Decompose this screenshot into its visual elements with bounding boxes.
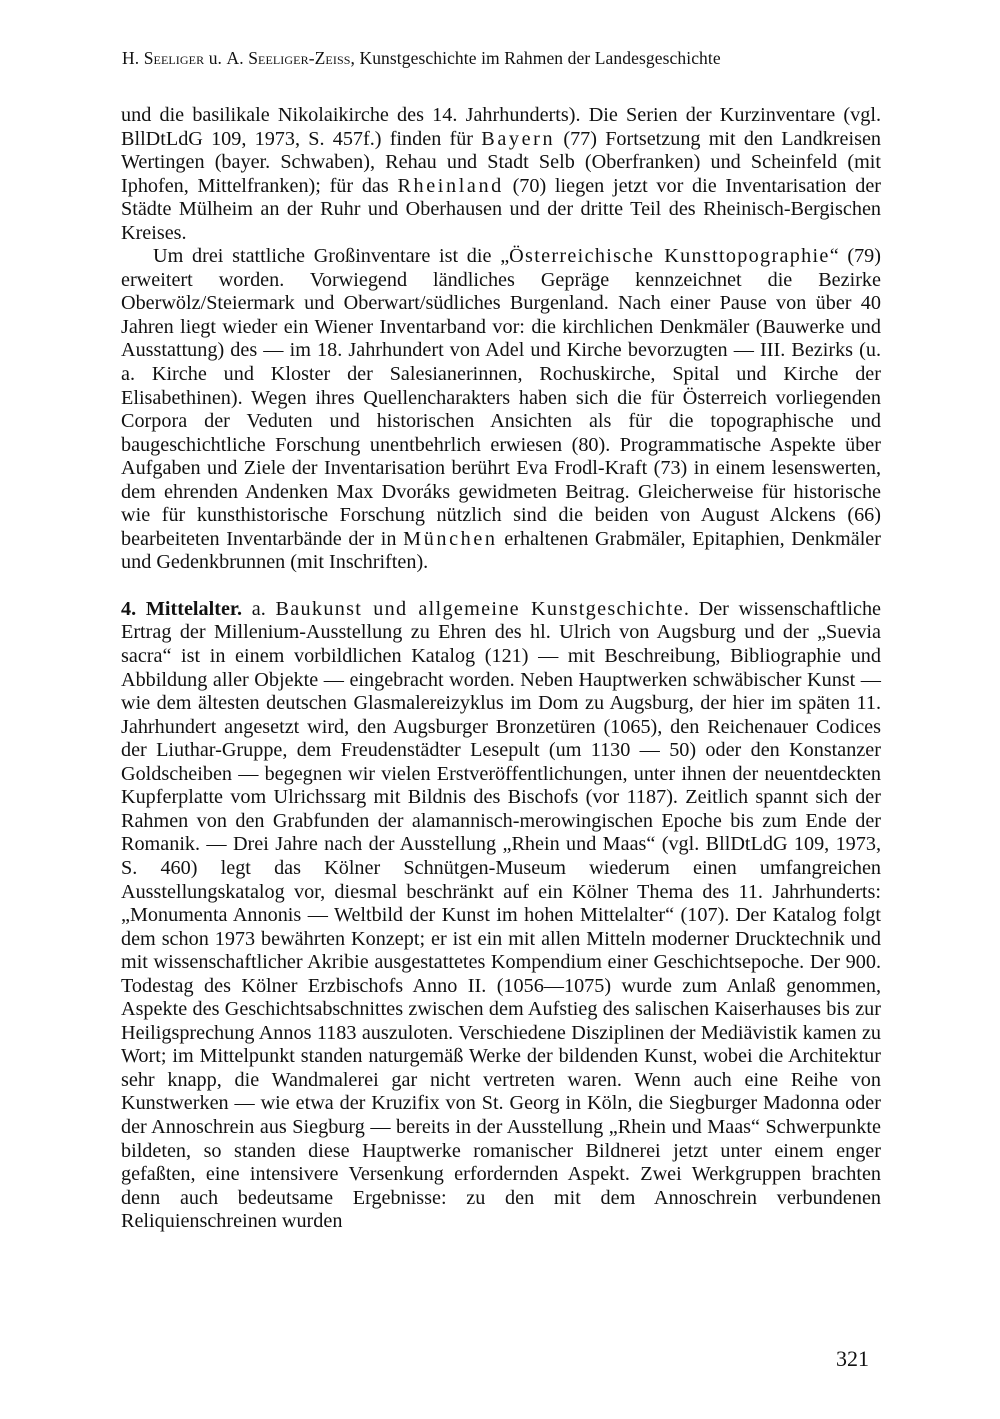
spaced-term-muenchen: München <box>403 527 498 550</box>
text-run: “ (79) erweitert worden. Vorwiegend ländliches Gepräge kennzeichnet die Bezirke Oberwölz/Steiermark und Oberwart/südliches Burgenland. Nach einer Pause von über 40 Jahren liegt wieder ein Wiener Inventarband vor: die kirchlichen Denkmäler (Bauwerke und Ausstattung) des — im 18. Jahrhundert von Adel und Kirche bevorzugten — III. Bezirks (u. a. Kirche und Kloster der Salesianerinnen, Rochuskirche, Spital und Kirche der Elisabethinen). Wegen ihres Quellencharakters haben sich die für Österreich vorliegenden Corpora der Veduten und historischen Ansichten als für die topographische und baugeschichtliche Forschung unentbehrlich erwiesen (80). Programmatische Aspekte über Aufgaben und Ziele der Inventarisation berührt Eva Frodl-Kraft (73) in einem lesenswerten, dem ehrenden Andenken Max Dvoráks gewidmeten Beitrag. Gleicherweise für historische wie für kunsthistorische Forschung nützlich sind die beiden von August Alckens (66) bearbeiteten Inventarbände der in <box>121 245 882 550</box>
text-run: Um drei stattliche Großinventare ist die „ <box>153 245 510 268</box>
header-author-1: H. Seeliger <box>122 48 205 68</box>
section-heading: 4. Mittelalter. <box>121 597 243 620</box>
header-title: , Kunstgeschichte im Rahmen der Landesgeschichte <box>350 48 721 68</box>
text-run: (77) Fortsetzung mit den Landkreisen Wertingen (bayer. Schwaben), Rehau und Stadt Selb (Oberfranken) und Scheinfeld (mit Iphofen, Mittelfranken); für das <box>121 127 881 197</box>
text-run: und die basilikale Nikolaikirche des 14. Jahrhunderts). Die Serien der Kurzinventare (vgl. BllDtLdG 109, 1973, S. 457f.) finden für <box>121 104 881 150</box>
page-number: 321 <box>836 1346 869 1371</box>
spaced-term-kunsttopographie: Österreichische Kunsttopographie <box>509 245 830 268</box>
text-run: (70) liegen jetzt vor die Inventarisation der Städte Mülheim an der Ruhr und Oberhausen und der dritte Teil des Rheinisch-Bergischen Kreises. <box>121 174 882 244</box>
section-gap <box>121 575 881 598</box>
running-header <box>122 48 882 69</box>
paragraph-inventories-continued <box>121 104 881 245</box>
paragraph-austria <box>121 245 881 575</box>
paragraph-section-4 <box>121 598 881 1234</box>
header-author-2: A. Seeliger-Zeiss <box>226 48 351 68</box>
body-text <box>121 104 881 1234</box>
text-run: . Der wissenschaftliche Ertrag der Millenium-Ausstellung zu Ehren des hl. Ulrich von Augsburg und der „Suevia sacra“ ist in einem vorbildlichen Katalog (121) — mit Beschreibung, Bibliographie und Abbildung aller Objekte — eingebracht worden. Neben Hauptwerken schwäbischer Kunst — wie dem ältesten deutschen Glasmalereizyklus im Dom zu Augsburg, der hier im späten 11. Jahrhundert angesetzt wird, den Augsburger Bronzetüren (1065), den Reichenauer Codices der Liuthar-Gruppe, dem Freudenstädter Lesepult (um 1130 — 50) oder den Konstanzer Goldscheiben — begegnen wir vielen Erstveröffentlichungen, unter ihnen der neuentdeckten Kupferplatte vom Ulrichssarg mit Bildnis des Bischofs (vor 1187). Zeitlich spannt sich der Rahmen von den Grabfunden der alamannisch-merowingischen Epoche bis zum Ende der Romanik. — Drei Jahre nach der Ausstellung „Rhein und Maas“ (vgl. BllDtLdG 109, 1973, S. 460) legt das Kölner Schnütgen-Museum wiederum einen umfangreichen Ausstellungskatalog vor, diesmal beschränkt auf ein Kölner Thema des 11. Jahrhunderts: „Monumenta Annonis — Weltbild der Kunst im hohen Mittelalter“ (107). Der Katalog folgt dem schon 1973 bewährten Konzept; er ist ein mit allen Mitteln moderner Drucktechnik und mit wissenschaftlicher Akribie ausgestattetes Kompendium einer Geschichtsepoche. Der 900. Todestag des Kölner Erzbischofs Anno II. (1056—1075) wurde zum Anlaß genommen, Aspekte des Geschichtsabschnittes zwischen dem Aufstieg des salischen Kaiserhauses bis zur Heiligsprechung Annos 1183 auszuloten. Verschiedene Disziplinen der Mediävistik kamen zu Wort; im Mittelpunkt standen naturgemäß Werke der bildenden Kunst, wobei die Architektur sehr knapp, die Wandmalerei gar nicht vertreten waren. Wenn auch eine Reihe von Kunstwerken — wie etwa der Kruzifix von St. Georg in Köln, die Siegburger Madonna oder der Annoschrein aus Siegburg — bereits in der Ausstellung „Rhein und Maas“ Schwerpunkte bildeten, so standen diese Hauptwerke romanischer Bildnerei jetzt unter einem enger gefaßten, eine intensivere Versenkung erfordernden Aspekt. Zwei Werkgruppen brachten denn auch bedeutsame Ergebnisse: zu den mit dem Annoschrein verbundenen Reliquienschreinen wurden <box>121 597 882 1233</box>
header-conjunction: u. <box>204 48 227 68</box>
spaced-term-rheinland: Rheinland <box>397 174 504 197</box>
subsection-marker: a. <box>242 597 276 620</box>
spaced-term-bayern: Bayern <box>481 127 556 150</box>
text-run: erhaltenen Grabmäler, Epitaphien, Denkmäler und Gedenkbrunnen (mit Inschriften). <box>121 527 881 574</box>
subsection-title: Baukunst und allgemeine Kunstgeschichte <box>275 597 684 620</box>
